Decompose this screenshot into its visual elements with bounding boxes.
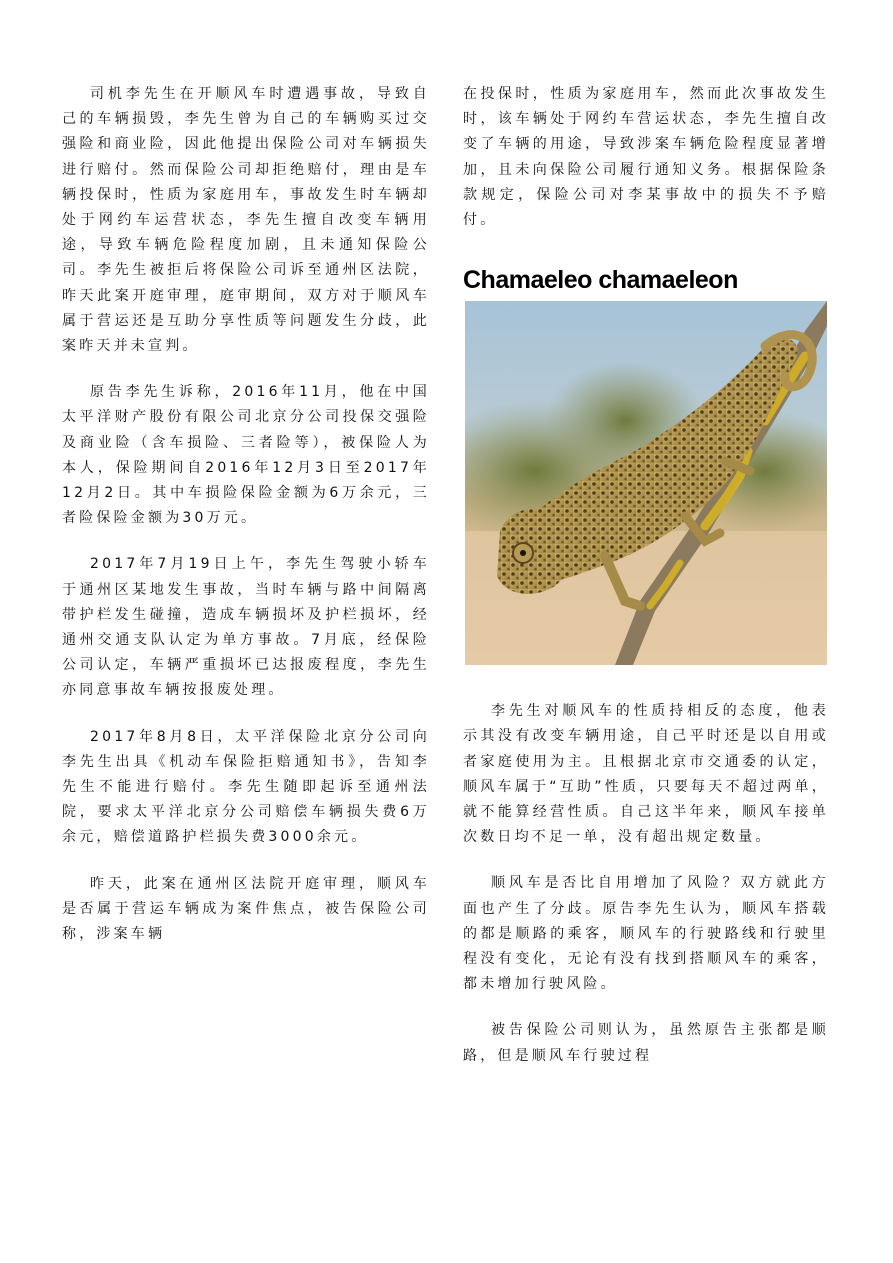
right-column [463, 82, 829, 1090]
paragraph: 2017年8月8日，太平洋保险北京分公司向李先生出具《机动车保险拒赔通知书》，告知李先生不能进行赔付。李先生随即起诉至通州法院，要求太平洋北京分公司赔偿车辆损失费6万余元，赔偿道路护栏损失费3000余元。 [62, 728, 430, 846]
left-column [62, 82, 430, 968]
paragraph: 昨天，此案在通州区法院开庭审理，顺风车是否属于营运车辆成为案件焦点，被告保险公司称，涉案车辆 [62, 875, 430, 943]
paragraph-continuation: 在投保时，性质为家庭用车，然而此次事故发生时，该车辆处于网约车营运状态，李先生擅自改变了车辆的用途，导致涉案车辆危险程度显著增加，且未向保险公司履行通知义务。根据保险条款规定，保险公司对李某事故中的损失不予赔付。 [463, 86, 829, 229]
figure-title: Chamaeleo chamaeleon [463, 266, 738, 295]
paragraph: 顺风车是否比自用增加了风险？双方就此方面也产生了分歧。原告李先生认为，顺风车搭载的都是顺路的乘客，顺风车的行驶路线和行驶里程没有变化，无论有没有找到搭顺风车的乘客，都未增加行驶风险。 [463, 875, 829, 993]
chameleon-photo [465, 301, 827, 665]
paragraph: 司机李先生在开顺风车时遭遇事故，导致自己的车辆损毁，李先生曾为自己的车辆购买过交强险和商业险，因此他提出保险公司对车辆损失进行赔付。然而保险公司却拒绝赔付，理由是车辆投保时，性质为家庭用车，事故发生时车辆却处于网约车运营状态，李先生擅自改变车辆用途，导致车辆危险程度加剧，且未通知保险公司。李先生被拒后将保险公司诉至通州区法院，昨天此案开庭审理，庭审期间，双方对于顺风车属于营运还是互助分享性质等问题发生分歧，此案昨天并未宣判。 [62, 86, 430, 355]
paragraph: 被告保险公司则认为，虽然原告主张都是顺路，但是顺风车行驶过程 [463, 1022, 829, 1064]
paragraph: 李先生对顺风车的性质持相反的态度，他表示其没有改变车辆用途，自己平时还是以自用或者家庭使用为主。且根据北京市交通委的认定，顺风车属于“互助”性质，只要每天不超过两单，就不能算经营性质。自己这半年来，顺风车接单次数日均不足一单，没有超出规定数量。 [463, 703, 829, 846]
paragraph: 2017年7月19日上午，李先生驾驶小轿车于通州区某地发生事故，当时车辆与路中间隔离带护栏发生碰撞，造成车辆损坏及护栏损坏，经通州交通支队认定为单方事故。7月底，经保险公司认定，车辆严重损坏已达报废程度，李先生亦同意事故车辆按报废处理。 [62, 556, 430, 699]
paragraph: 原告李先生诉称，2016年11月，他在中国太平洋财产股份有限公司北京分公司投保交强险及商业险（含车损险、三者险等），被保险人为本人，保险期间自2016年12月3日至2017年12月2日。其中车损险保险金额为6万余元，三者险保险金额为30万元。 [62, 384, 430, 527]
